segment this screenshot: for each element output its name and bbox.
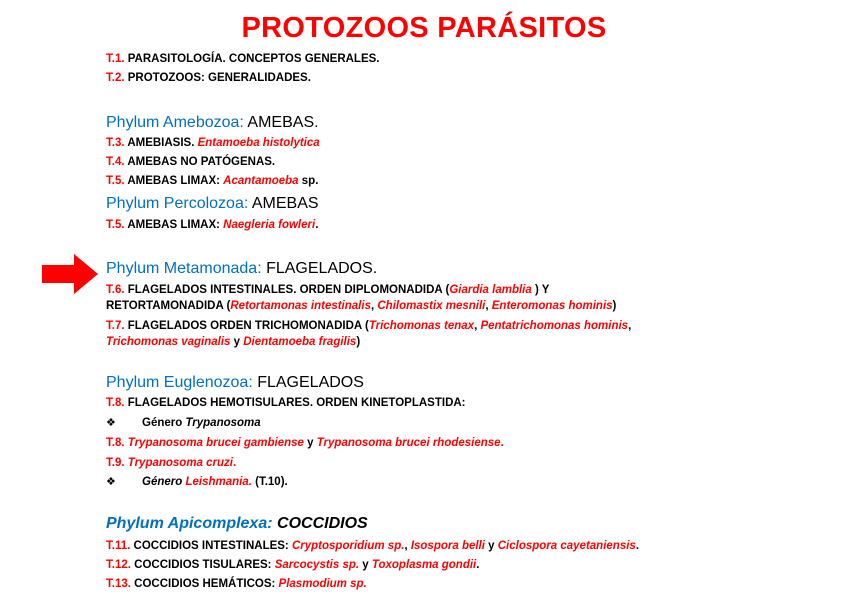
genus-name: Trypanosoma: [185, 417, 261, 429]
topic-code: T.11.: [106, 540, 131, 552]
topic-code: T.8.: [106, 437, 125, 449]
topic-text: ) Y: [531, 284, 550, 296]
species-name: Trypanosoma brucei gambiense: [127, 437, 304, 449]
topic-text: AMEBAS LIMAX:: [124, 219, 224, 231]
species-name: Naegleria fowleri: [223, 219, 316, 231]
phylum-name: Phylum Percolozoa:: [106, 195, 249, 212]
topic-code: T.3.: [106, 137, 125, 149]
topic-code: T.5.: [106, 175, 125, 187]
species-name: Entamoeba histolytica: [197, 137, 320, 149]
species-name: Acantamoeba: [223, 175, 299, 187]
phylum-group: FLAGELADOS.: [261, 260, 378, 277]
separator: ,: [404, 540, 411, 552]
species-name: Trichomonas vaginalis: [106, 336, 231, 348]
topic-code: T.9.: [106, 457, 125, 469]
phylum-group: FLAGELADOS: [252, 374, 364, 391]
phylum-group: COCCIDIOS: [272, 515, 368, 532]
pointer-arrow-icon: [42, 254, 98, 294]
phylum-name: Phylum Metamonada:: [106, 260, 262, 277]
topic-text: COCCIDIOS HEMÁTICOS:: [130, 578, 279, 590]
phylum-amebozoa-heading: [106, 113, 319, 133]
topic-code: T.7.: [106, 320, 125, 332]
species-name: Chilomastix mesnili: [377, 300, 486, 312]
bullet-genus-leishmania: [106, 475, 288, 490]
conjunction: y: [303, 437, 317, 449]
topic-text: FLAGELADOS ORDEN TRICHOMONADIDA (: [124, 320, 369, 332]
phylum-apicomplexa-heading: [106, 514, 368, 534]
species-name: Ciclospora cayetaniensis: [497, 540, 636, 552]
species-name: Retortamonas intestinalis: [230, 300, 371, 312]
topic-t13: [106, 577, 367, 592]
species-name: Cryptosporidium sp.: [291, 540, 405, 552]
topic-text: COCCIDIOS INTESTINALES:: [130, 540, 292, 552]
separator: ,: [628, 320, 632, 332]
topic-t12: [106, 558, 479, 573]
diamond-bullet-icon: ❖: [106, 417, 116, 429]
topic-text: COCCIDIOS TISULARES:: [130, 559, 275, 571]
species-name: Toxoplasma gondii: [371, 559, 477, 571]
topic-t5-percolozoa: [106, 218, 318, 233]
topic-t2: [106, 71, 311, 86]
topic-t1: [106, 52, 380, 67]
species-name: Trypanosoma cruzi: [127, 457, 233, 469]
phylum-metamonada-heading: [106, 259, 377, 279]
topic-t5: [106, 174, 318, 189]
species-name: Sarcocystis sp.: [274, 559, 360, 571]
species-name: Dientamoeba fragilis: [243, 336, 357, 348]
conjunction: y: [484, 540, 498, 552]
topic-text: AMEBIASIS.: [124, 137, 198, 149]
species-name: Trypanosoma brucei rhodesiense: [316, 437, 501, 449]
topic-code: T.1.: [106, 53, 125, 65]
topic-t8: [106, 396, 466, 411]
topic-t6: [106, 283, 549, 298]
genus-name: Leishmania.: [185, 476, 252, 488]
topic-t8-species: [106, 436, 504, 451]
topic-text: AMEBAS LIMAX:: [124, 175, 224, 187]
species-name: Pentatrichomonas hominis: [480, 320, 629, 332]
page-title: PROTOZOOS PARÁSITOS: [241, 12, 607, 44]
topic-code: T.2.: [106, 72, 125, 84]
topic-suffix: .: [315, 219, 319, 231]
species-name: Plasmodium sp.: [278, 578, 367, 590]
separator: ,: [485, 300, 492, 312]
separator: ,: [474, 320, 481, 332]
phylum-euglenozoa-heading: [106, 373, 364, 393]
phylum-group: AMEBAS: [248, 195, 319, 212]
topic-text: Género: [142, 417, 186, 429]
conjunction: y: [230, 336, 244, 348]
phylum-name: Phylum Apicomplexa:: [106, 515, 273, 532]
phylum-group: AMEBAS.: [243, 114, 319, 131]
phylum-name: Phylum Euglenozoa:: [106, 374, 253, 391]
species-name: Trichomonas tenax: [368, 320, 475, 332]
topic-code: T.5.: [106, 219, 125, 231]
topic-text: ): [612, 300, 617, 312]
topic-text: AMEBAS NO PATÓGENAS.: [124, 156, 276, 168]
topic-code: T.8.: [106, 397, 125, 409]
topic-text: FLAGELADOS HEMOTISULARES. ORDEN KINETOPLASTIDA:: [124, 397, 466, 409]
phylum-name: Phylum Amebozoa:: [106, 114, 244, 131]
topic-code: T.6.: [106, 284, 125, 296]
species-name: Enteromonas hominis: [491, 300, 613, 312]
topic-suffix: .: [500, 437, 504, 449]
species-name: Isospora belli: [410, 540, 485, 552]
topic-text: RETORTAMONADIDA (: [106, 300, 231, 312]
topic-text: PROTOZOOS: GENERALIDADES.: [124, 72, 311, 84]
topic-t7: [106, 319, 631, 334]
topic-code: T.4.: [106, 156, 125, 168]
topic-text: ): [356, 336, 361, 348]
topic-text: PARASITOLOGÍA. CONCEPTOS GENERALES.: [124, 53, 380, 65]
separator: ,: [370, 300, 378, 312]
topic-text: Género: [142, 476, 186, 488]
topic-suffix: ).: [280, 476, 288, 488]
topic-suffix: .: [476, 559, 480, 571]
topic-text: FLAGELADOS INTESTINALES. ORDEN DIPLOMONADIDA (: [124, 284, 450, 296]
topic-t6-line2: [106, 299, 616, 314]
topic-ref: (T.10: [251, 476, 281, 488]
topic-t11: [106, 539, 639, 554]
topic-t4: [106, 155, 275, 170]
topic-suffix: .: [233, 457, 237, 469]
topic-suffix: sp.: [298, 175, 319, 187]
topic-t3: [106, 136, 320, 151]
phylum-percolozoa-heading: [106, 194, 319, 214]
topic-code: T.13.: [106, 578, 131, 590]
topic-t7-line2: [106, 335, 360, 350]
bullet-genus-trypanosoma: [106, 416, 261, 431]
species-name: Giardia lamblia: [449, 284, 532, 296]
conjunction: y: [359, 559, 372, 571]
topic-code: T.12.: [106, 559, 131, 571]
topic-t9: [106, 456, 236, 471]
diamond-bullet-icon: ❖: [106, 476, 116, 488]
topic-suffix: .: [635, 540, 640, 552]
